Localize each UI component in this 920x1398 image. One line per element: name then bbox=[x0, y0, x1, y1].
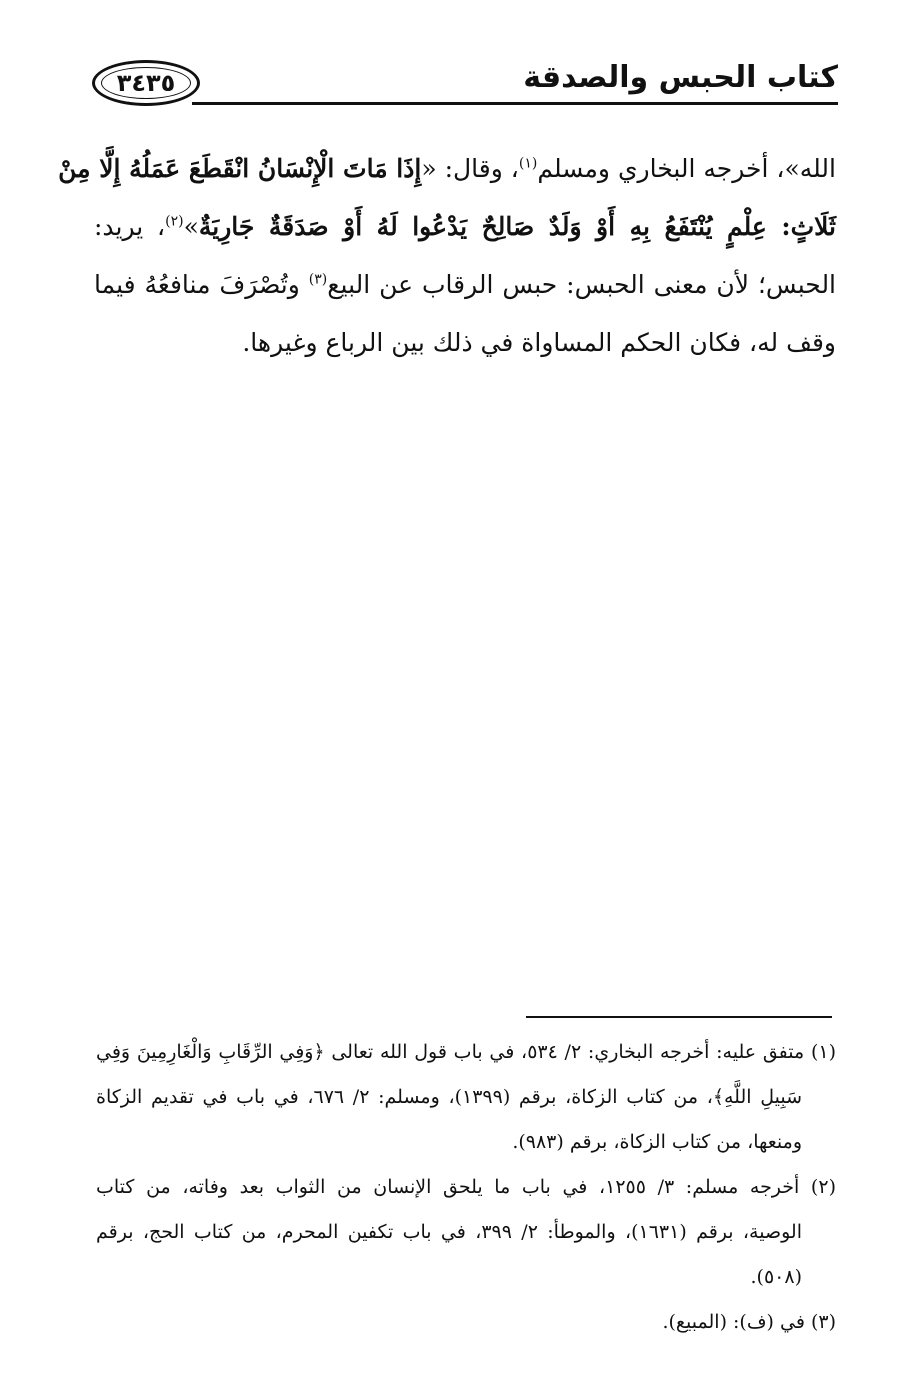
text-segment: الحبس؛ لأن معنى الحبس: حبس الرقاب عن البيع bbox=[327, 270, 837, 299]
text-line-4: وقف له، فكان الحكم المساواة في ذلك بين الرباع وغيرها. bbox=[242, 328, 836, 357]
hadith-text: ثَلَاثٍ: عِلْمٍ يُنْتَفَعُ بِهِ أَوْ وَلَدٌ صَالِحٌ يَدْعُوا لَهُ أَوْ صَدَقَةٌ جَارِيَةٌ bbox=[198, 212, 836, 241]
footnote-2-line: الوصية، برقم (١٦٣١)، والموطأ: ٢/ ٣٩٩، في باب تكفين المحرم، من كتاب الحج، برقم bbox=[96, 1221, 802, 1243]
footnotes bbox=[96, 1030, 836, 1345]
footnote-2-line: (٢) أخرجه مسلم: ٣/ ١٢٥٥، في باب ما يلحق الإنسان من الثواب بعد وفاته، من كتاب bbox=[96, 1176, 836, 1198]
text-segment: الله»، أخرجه البخاري ومسلم bbox=[537, 154, 836, 183]
book-title: كتاب الحبس والصدقة bbox=[523, 60, 838, 95]
footnote-1-line: سَبِيلِ اللَّهِ﴾، من كتاب الزكاة، برقم (١٣٩٩)، ومسلم: ٢/ ٦٧٦، في باب في تقديم الزكاة bbox=[96, 1086, 802, 1108]
text-line-2 bbox=[94, 198, 836, 256]
header-rule bbox=[192, 102, 838, 105]
hadith-text: إِذَا مَاتَ الْإِنْسَانُ انْقَطَعَ عَمَلُهُ إِلَّا مِنْ bbox=[58, 154, 422, 183]
footnote-1-line: ومنعها، من كتاب الزكاة، برقم (٩٨٣). bbox=[512, 1131, 802, 1153]
text-segment: ، يريد: bbox=[94, 212, 166, 241]
footnote-ref-1: (١) bbox=[518, 155, 538, 172]
text-line-3 bbox=[94, 256, 836, 314]
footnote-2-line: (٥٠٨). bbox=[750, 1266, 802, 1288]
footnote-ref-3: (٣) bbox=[308, 271, 328, 288]
footnote-1-line: (١) متفق عليه: أخرجه البخاري: ٢/ ٥٣٤، في باب قول الله تعالى ﴿وَفِي الرِّقَابِ وَالْغَارِمِينَ وَفِي bbox=[96, 1041, 837, 1063]
text-segment: ، وقال: « bbox=[421, 154, 519, 183]
footnote-3-line: (٣) في (ف): (المبيع). bbox=[662, 1311, 836, 1333]
running-header bbox=[92, 58, 838, 128]
footnote-separator bbox=[526, 1016, 832, 1018]
page-number-frame bbox=[92, 60, 200, 106]
text-segment: وتُصْرَفَ منافعُهُ فيما bbox=[94, 270, 309, 299]
text-segment: » bbox=[183, 212, 199, 241]
page-number: ٣٤٣٥ bbox=[116, 69, 176, 97]
main-text bbox=[58, 140, 837, 372]
footnote-ref-2: (٢) bbox=[165, 213, 184, 230]
text-line-1 bbox=[58, 140, 836, 198]
